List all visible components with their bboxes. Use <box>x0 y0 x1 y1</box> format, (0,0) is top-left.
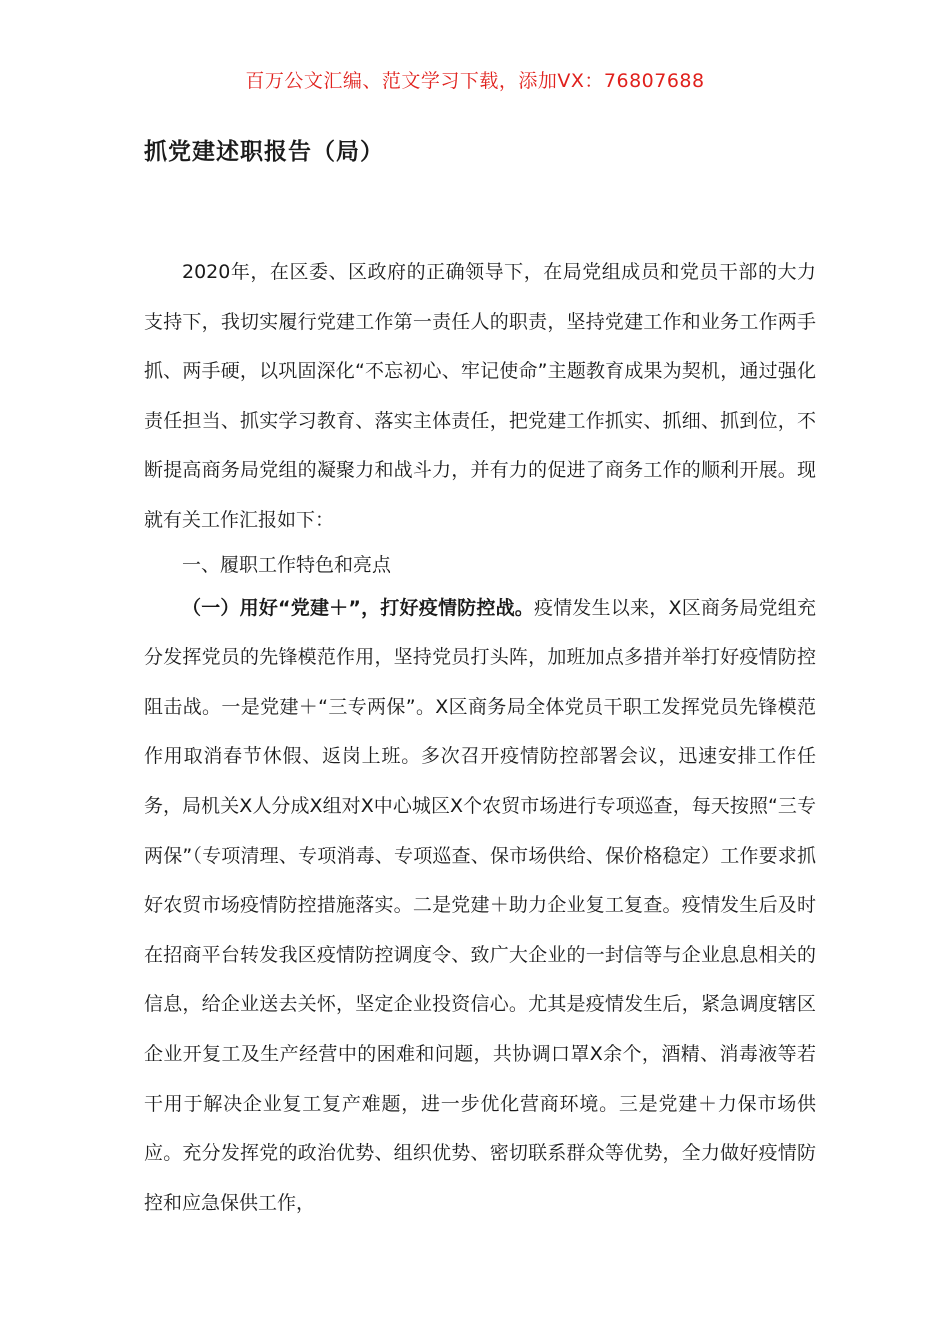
intro-paragraph: 2020年，在区委、区政府的正确领导下，在局党组成员和党员干部的大力支持下，我切实履行党建工作第一责任人的职责，坚持党建工作和业务工作两手抓、两手硬，以巩固深化“不忘初心、牢记使命”主题教育成果为契机，通过强化责任担当、抓实学习教育、落实主体责任，把党建工作抓实、抓细、抓到位，不断提高商务局党组的凝聚力和战斗力，并有力的促进了商务工作的顺利开展。现就有关工作汇报如下： <box>144 261 816 531</box>
subsection-paragraph <box>144 584 816 1229</box>
document-title: 抓党建述职报告（局） <box>144 139 384 165</box>
subsection-body: 疫情发生以来，X区商务局党组充分发挥党员的先锋模范作用，坚持党员打头阵，加班加点多措并举打好疫情防控阻击战。一是党建＋“三专两保”。X区商务局全体党员干职工发挥党员先锋模范作用取消春节休假、返岗上班。多次召开疫情防控部署会议，迅速安排工作任务，局机关X人分成X组对X中心城区X个农贸市场进行专项巡查，每天按照“三专两保”（专项清理、专项消毒、专项巡查、保市场供给、保价格稳定）工作要求抓好农贸市场疫情防控措施落实。二是党建＋助力企业复工复查。疫情发生后及时在招商平台转发我区疫情防控调度令、致广大企业的一封信等与企业息息相关的信息，给企业送去关怀，坚定企业投资信心。尤其是疫情发生后，紧急调度辖区企业开复工及生产经营中的困难和问题，共协调口罩X余个，酒精、消毒液等若干用于解决企业复工复产难题，进一步优化营商环境。三是党建＋力保市场供应。充分发挥党的政治优势、组织优势、密切联系群众等优势，全力做好疫情防控和应急保供工作， <box>144 596 816 1214</box>
subsection-heading: （一）用好“党建＋”，打好疫情防控战。 <box>182 596 534 619</box>
document-body <box>144 248 816 1228</box>
watermark-banner: 百万公文汇编、范文学习下载，添加VX：76807688 <box>245 70 705 92</box>
section-heading: 一、履职工作特色和亮点 <box>182 553 392 576</box>
